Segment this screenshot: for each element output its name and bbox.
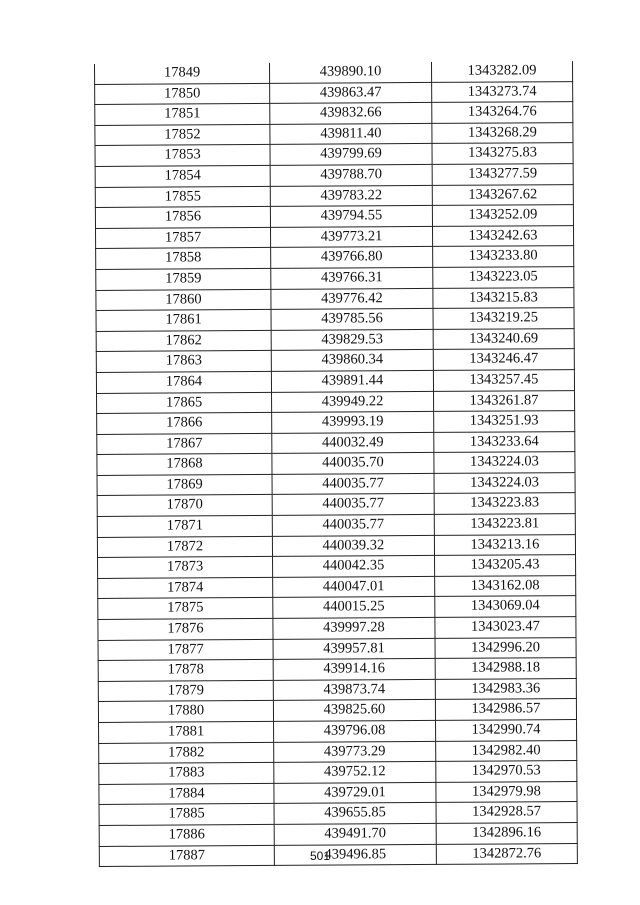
table-row — [96, 246, 574, 270]
table-row — [98, 678, 576, 702]
x-coordinate-cell: 439811.40 — [270, 123, 432, 145]
y-coordinate-cell: 1342872.76 — [436, 843, 577, 864]
table-row — [98, 575, 576, 599]
table-row — [97, 411, 575, 435]
y-coordinate-cell: 1343282.09 — [431, 61, 572, 82]
y-coordinate-cell: 1343023.47 — [435, 617, 576, 638]
point-id-cell: 17876 — [98, 618, 273, 640]
x-coordinate-cell: 439729.01 — [274, 782, 436, 804]
point-id-cell: 17866 — [97, 413, 272, 435]
table-row — [99, 802, 577, 826]
x-coordinate-cell: 439832.66 — [270, 103, 432, 125]
point-id-cell: 17868 — [97, 454, 272, 476]
y-coordinate-cell: 1342983.36 — [435, 678, 576, 699]
table-row — [96, 267, 574, 291]
point-id-cell: 17884 — [99, 783, 274, 805]
point-id-cell: 17870 — [97, 495, 272, 517]
table-row — [97, 452, 575, 476]
point-id-cell: 17882 — [99, 742, 274, 764]
table-row — [96, 349, 574, 373]
y-coordinate-cell: 1343223.83 — [434, 493, 575, 514]
table-row — [96, 287, 574, 311]
x-coordinate-cell: 440032.49 — [272, 432, 434, 454]
table-row — [95, 143, 573, 167]
x-coordinate-cell: 440039.32 — [272, 535, 434, 557]
y-coordinate-cell: 1342982.40 — [436, 740, 577, 761]
table-row — [95, 122, 573, 146]
point-id-cell: 17887 — [99, 845, 274, 867]
x-coordinate-cell: 439993.19 — [272, 412, 434, 434]
y-coordinate-cell: 1343162.08 — [435, 575, 576, 596]
y-coordinate-cell: 1342990.74 — [436, 720, 577, 741]
point-id-cell: 17874 — [98, 577, 273, 599]
x-coordinate-cell: 439776.42 — [271, 288, 433, 310]
x-coordinate-cell: 440035.70 — [272, 453, 434, 475]
x-coordinate-cell: 440035.77 — [272, 494, 434, 516]
y-coordinate-cell: 1343251.93 — [434, 411, 575, 432]
point-id-cell: 17865 — [97, 392, 272, 414]
x-coordinate-cell: 439785.56 — [271, 309, 433, 331]
x-coordinate-cell: 439788.70 — [270, 164, 432, 186]
point-id-cell: 17850 — [95, 83, 270, 105]
point-id-cell: 17867 — [97, 433, 272, 455]
point-id-cell: 17854 — [95, 165, 270, 187]
point-id-cell: 17881 — [99, 721, 274, 743]
x-coordinate-cell: 439863.47 — [270, 82, 432, 104]
table-row — [97, 431, 575, 455]
table-row — [99, 740, 577, 764]
table-row — [98, 658, 576, 682]
x-coordinate-cell: 440042.35 — [273, 556, 435, 578]
y-coordinate-cell: 1342986.57 — [435, 699, 576, 720]
table-row — [98, 617, 576, 641]
point-id-cell: 17885 — [99, 804, 274, 826]
x-coordinate-cell: 439766.80 — [271, 247, 433, 269]
y-coordinate-cell: 1342979.98 — [436, 781, 577, 802]
y-coordinate-cell: 1342996.20 — [435, 637, 576, 658]
point-id-cell: 17871 — [97, 515, 272, 537]
point-id-cell: 17883 — [99, 763, 274, 785]
y-coordinate-cell: 1343273.74 — [432, 81, 573, 102]
point-id-cell: 17860 — [96, 289, 271, 311]
y-coordinate-cell: 1343205.43 — [435, 555, 576, 576]
y-coordinate-cell: 1343264.76 — [432, 102, 573, 123]
y-coordinate-cell: 1343277.59 — [432, 164, 573, 185]
x-coordinate-cell: 440035.77 — [272, 514, 434, 536]
point-id-cell: 17855 — [95, 186, 270, 208]
y-coordinate-cell: 1343219.25 — [433, 308, 574, 329]
point-id-cell: 17862 — [96, 330, 271, 352]
point-id-cell: 17861 — [96, 310, 271, 332]
point-id-cell: 17880 — [98, 701, 273, 723]
y-coordinate-cell: 1343252.09 — [432, 205, 573, 226]
x-coordinate-cell: 439783.22 — [270, 185, 432, 207]
y-coordinate-cell: 1343246.47 — [433, 349, 574, 370]
table-row — [96, 225, 574, 249]
x-coordinate-cell: 439799.69 — [270, 144, 432, 166]
point-id-cell: 17857 — [96, 227, 271, 249]
x-coordinate-cell: 440035.77 — [272, 473, 434, 495]
y-coordinate-cell: 1343268.29 — [432, 122, 573, 143]
table-row — [97, 472, 575, 496]
point-id-cell: 17872 — [97, 536, 272, 558]
table-row — [99, 761, 577, 785]
y-coordinate-cell: 1343215.83 — [433, 287, 574, 308]
x-coordinate-cell: 439997.28 — [273, 617, 435, 639]
table-row — [98, 555, 576, 579]
x-coordinate-cell: 439890.10 — [269, 62, 431, 83]
x-coordinate-cell: 439796.08 — [274, 720, 436, 742]
table-row — [99, 720, 577, 744]
point-id-cell: 17856 — [95, 207, 270, 229]
y-coordinate-cell: 1343261.87 — [434, 390, 575, 411]
x-coordinate-cell: 439829.53 — [271, 329, 433, 351]
table-row — [97, 534, 575, 558]
x-coordinate-cell: 439655.85 — [274, 803, 436, 825]
table-row — [98, 699, 576, 723]
point-id-cell: 17877 — [98, 639, 273, 661]
x-coordinate-cell: 439949.22 — [272, 391, 434, 413]
x-coordinate-cell: 439860.34 — [271, 350, 433, 372]
table-row — [95, 205, 573, 229]
x-coordinate-cell: 440015.25 — [273, 597, 435, 619]
y-coordinate-cell: 1342970.53 — [436, 761, 577, 782]
table-row — [96, 369, 574, 393]
y-coordinate-cell: 1343213.16 — [434, 534, 575, 555]
y-coordinate-cell: 1343233.64 — [434, 431, 575, 452]
table-row — [98, 637, 576, 661]
y-coordinate-cell: 1342896.16 — [436, 823, 577, 844]
table-row — [94, 61, 572, 84]
table-row — [95, 81, 573, 105]
table-row — [95, 164, 573, 188]
point-id-cell: 17851 — [95, 104, 270, 126]
x-coordinate-cell: 439491.70 — [274, 823, 436, 845]
x-coordinate-cell: 440047.01 — [273, 576, 435, 598]
point-id-cell: 17878 — [98, 660, 273, 682]
coordinates-table-body — [94, 61, 577, 867]
table-row — [96, 308, 574, 332]
y-coordinate-cell: 1343242.63 — [432, 225, 573, 246]
y-coordinate-cell: 1343223.05 — [433, 267, 574, 288]
x-coordinate-cell: 439496.85 — [274, 844, 436, 866]
point-id-cell: 17858 — [96, 248, 271, 270]
table-row — [98, 596, 576, 620]
point-id-cell: 17852 — [95, 124, 270, 146]
point-id-cell: 17873 — [98, 557, 273, 579]
page-number: 501 — [309, 849, 331, 863]
y-coordinate-cell: 1343240.69 — [433, 328, 574, 349]
table-row — [97, 493, 575, 517]
y-coordinate-cell: 1343275.83 — [432, 143, 573, 164]
y-coordinate-cell: 1343267.62 — [432, 184, 573, 205]
y-coordinate-cell: 1343224.03 — [434, 472, 575, 493]
x-coordinate-cell: 439825.60 — [273, 700, 435, 722]
point-id-cell: 17853 — [95, 145, 270, 167]
x-coordinate-cell: 439957.81 — [273, 638, 435, 660]
point-id-cell: 17879 — [98, 680, 273, 702]
x-coordinate-cell: 439914.16 — [273, 659, 435, 681]
x-coordinate-cell: 439773.21 — [271, 226, 433, 248]
point-id-cell: 17849 — [94, 63, 269, 84]
y-coordinate-cell: 1343257.45 — [433, 369, 574, 390]
x-coordinate-cell: 439752.12 — [274, 762, 436, 784]
y-coordinate-cell: 1343233.80 — [433, 246, 574, 267]
y-coordinate-cell: 1343069.04 — [435, 596, 576, 617]
table-row — [99, 781, 577, 805]
table-row — [95, 184, 573, 208]
table-row — [97, 514, 575, 538]
point-id-cell: 17875 — [98, 598, 273, 620]
point-id-cell: 17863 — [96, 351, 271, 373]
table-row — [96, 328, 574, 352]
point-id-cell: 17864 — [96, 371, 271, 393]
x-coordinate-cell: 439891.44 — [271, 370, 433, 392]
x-coordinate-cell: 439873.74 — [273, 679, 435, 701]
y-coordinate-cell: 1343223.81 — [434, 514, 575, 535]
y-coordinate-cell: 1342928.57 — [436, 802, 577, 823]
coordinates-table — [94, 61, 578, 867]
table-row — [95, 102, 573, 126]
x-coordinate-cell: 439766.31 — [271, 267, 433, 289]
point-id-cell: 17886 — [99, 824, 274, 846]
point-id-cell: 17869 — [97, 474, 272, 496]
y-coordinate-cell: 1343224.03 — [434, 452, 575, 473]
x-coordinate-cell: 439773.29 — [274, 741, 436, 763]
x-coordinate-cell: 439794.55 — [270, 206, 432, 228]
table-row — [97, 390, 575, 414]
table-row — [99, 823, 577, 847]
point-id-cell: 17859 — [96, 268, 271, 290]
y-coordinate-cell: 1342988.18 — [435, 658, 576, 679]
